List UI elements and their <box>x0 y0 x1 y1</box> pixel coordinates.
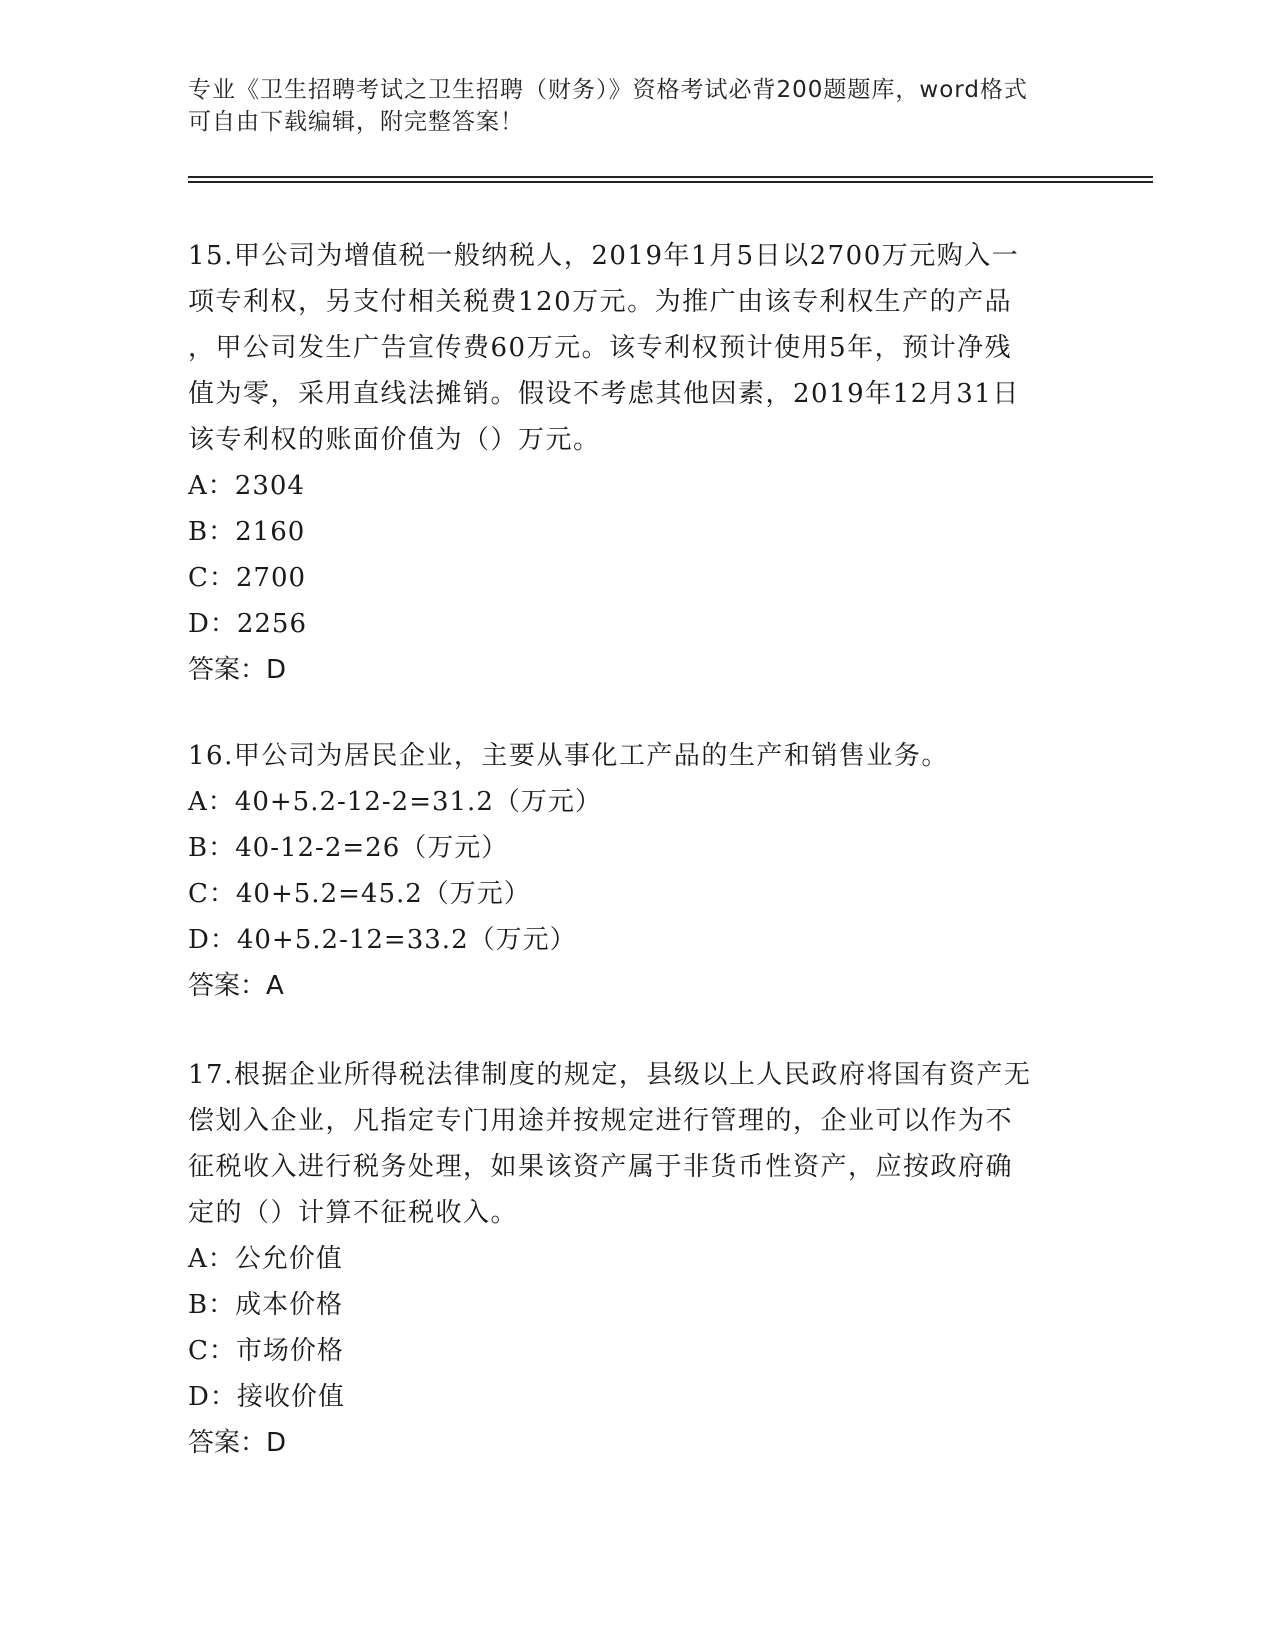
answer-line: 答案：D <box>188 655 287 685</box>
question-block <box>188 233 1108 693</box>
question-text <box>188 733 1108 779</box>
option-b: B：2160 <box>188 517 306 547</box>
option-c: C：市场价格 <box>188 1336 344 1366</box>
question-line: 该专利权的账面价值为（）万元。 <box>188 425 601 455</box>
question-line: 偿划入企业，凡指定专门用途并按规定进行管理的，企业可以作为不 <box>188 1106 1014 1136</box>
question-line: 17.根据企业所得税法律制度的规定，县级以上人民政府将国有资产无 <box>188 1060 1032 1090</box>
header-line: 可自由下载编辑，附完整答案！ <box>188 109 524 135</box>
option-b: B：成本价格 <box>188 1290 344 1320</box>
option-b: B：40-12-2=26（万元） <box>188 833 509 863</box>
question-line: 项专利权，另支付相关税费120万元。为推广由该专利权生产的产品 <box>188 287 1013 317</box>
header-divider <box>188 181 1153 183</box>
option-d: D：2256 <box>188 609 308 639</box>
option-c: C：2700 <box>188 563 307 593</box>
option-d: D：40+5.2-12=33.2（万元） <box>188 925 577 955</box>
question-text <box>188 233 1108 463</box>
answer-line: 答案：A <box>188 971 284 1001</box>
question-line: 值为零，采用直线法摊销。假设不考虑其他因素，2019年12月31日 <box>188 379 1020 409</box>
question-line: 征税收入进行税务处理，如果该资产属于非货币性资产，应按政府确 <box>188 1152 1014 1182</box>
question-block <box>188 1052 1108 1466</box>
option-c: C：40+5.2=45.2（万元） <box>188 879 531 909</box>
question-text <box>188 1052 1108 1236</box>
document-header <box>188 74 1088 138</box>
question-line: 定的（）计算不征税收入。 <box>188 1198 519 1228</box>
question-line: ，甲公司发生广告宣传费60万元。该专利权预计使用5年，预计净残 <box>188 333 1013 363</box>
header-divider <box>188 176 1153 178</box>
option-d: D：接收价值 <box>188 1382 345 1412</box>
question-line: 16.甲公司为居民企业，主要从事化工产品的生产和销售业务。 <box>188 741 949 771</box>
question-line: 15.甲公司为增值税一般纳税人，2019年1月5日以2700万元购入一 <box>188 241 1020 271</box>
question-block <box>188 733 1108 1009</box>
option-a: A：2304 <box>188 471 305 501</box>
option-a: A：40+5.2-12-2=31.2（万元） <box>188 787 602 817</box>
answer-line: 答案：D <box>188 1428 287 1458</box>
header-line: 专业《卫生招聘考试之卫生招聘（财务）》资格考试必背200题题库，word格式 <box>188 77 1028 103</box>
option-a: A：公允价值 <box>188 1244 343 1274</box>
